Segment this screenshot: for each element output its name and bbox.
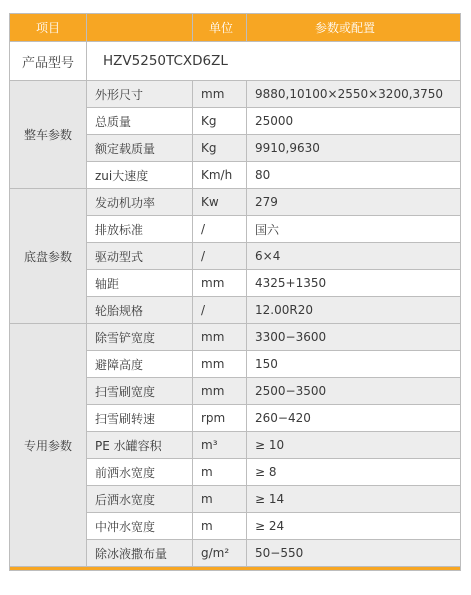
param-unit: / (193, 243, 247, 270)
spec-table (9, 13, 461, 571)
param-unit: g/m² (193, 540, 247, 567)
param-unit: Km/h (193, 162, 247, 189)
table-row (10, 81, 461, 108)
param-unit: Kw (193, 189, 247, 216)
param-unit: mm (193, 378, 247, 405)
table-header-row (10, 14, 461, 42)
model-label: 产品型号 (10, 42, 87, 81)
param-name: 避障高度 (87, 351, 193, 378)
param-unit: mm (193, 81, 247, 108)
param-name: 驱动型式 (87, 243, 193, 270)
param-value: 9880,10100×2550×3200,3750 (247, 81, 461, 108)
param-value: 12.00R20 (247, 297, 461, 324)
param-value: 3300−3600 (247, 324, 461, 351)
param-value: 国六 (247, 216, 461, 243)
header-item: 项目 (10, 14, 87, 42)
bottom-accent-bar (10, 567, 461, 571)
param-value: 9910,9630 (247, 135, 461, 162)
param-name: 总质量 (87, 108, 193, 135)
param-value: 25000 (247, 108, 461, 135)
param-value: ≥ 24 (247, 513, 461, 540)
param-value: 80 (247, 162, 461, 189)
model-row (10, 42, 461, 81)
param-name: 除雪铲宽度 (87, 324, 193, 351)
group-label: 专用参数 (10, 324, 87, 567)
param-name: 额定载质量 (87, 135, 193, 162)
param-unit: m³ (193, 432, 247, 459)
param-name: 后洒水宽度 (87, 486, 193, 513)
param-unit: / (193, 216, 247, 243)
param-name: 发动机功率 (87, 189, 193, 216)
header-unit: 单位 (193, 14, 247, 42)
param-name: zui大速度 (87, 162, 193, 189)
param-name: 扫雪刷转速 (87, 405, 193, 432)
param-unit: m (193, 513, 247, 540)
param-value: 4325+1350 (247, 270, 461, 297)
param-unit: / (193, 297, 247, 324)
param-unit: mm (193, 324, 247, 351)
param-unit: Kg (193, 135, 247, 162)
param-name: PE 水罐容积 (87, 432, 193, 459)
param-unit: m (193, 486, 247, 513)
param-name: 中冲水宽度 (87, 513, 193, 540)
param-value: 260−420 (247, 405, 461, 432)
param-name: 除冰液撒布量 (87, 540, 193, 567)
param-unit: mm (193, 270, 247, 297)
param-value: ≥ 8 (247, 459, 461, 486)
table-row (10, 189, 461, 216)
param-unit: mm (193, 351, 247, 378)
param-name: 扫雪刷宽度 (87, 378, 193, 405)
model-value: HZV5250TCXD6ZL (87, 42, 461, 81)
header-param: 参数或配置 (247, 14, 461, 42)
param-value: ≥ 14 (247, 486, 461, 513)
param-name: 轴距 (87, 270, 193, 297)
param-value: 6×4 (247, 243, 461, 270)
table-row (10, 324, 461, 351)
param-name: 排放标准 (87, 216, 193, 243)
param-name: 前洒水宽度 (87, 459, 193, 486)
param-name: 外形尺寸 (87, 81, 193, 108)
param-value: 50−550 (247, 540, 461, 567)
group-label: 整车参数 (10, 81, 87, 189)
param-value: 279 (247, 189, 461, 216)
param-unit: m (193, 459, 247, 486)
param-value: ≥ 10 (247, 432, 461, 459)
param-value: 150 (247, 351, 461, 378)
param-value: 2500−3500 (247, 378, 461, 405)
param-unit: rpm (193, 405, 247, 432)
group-label: 底盘参数 (10, 189, 87, 324)
param-unit: Kg (193, 108, 247, 135)
param-name: 轮胎规格 (87, 297, 193, 324)
header-blank (87, 14, 193, 42)
